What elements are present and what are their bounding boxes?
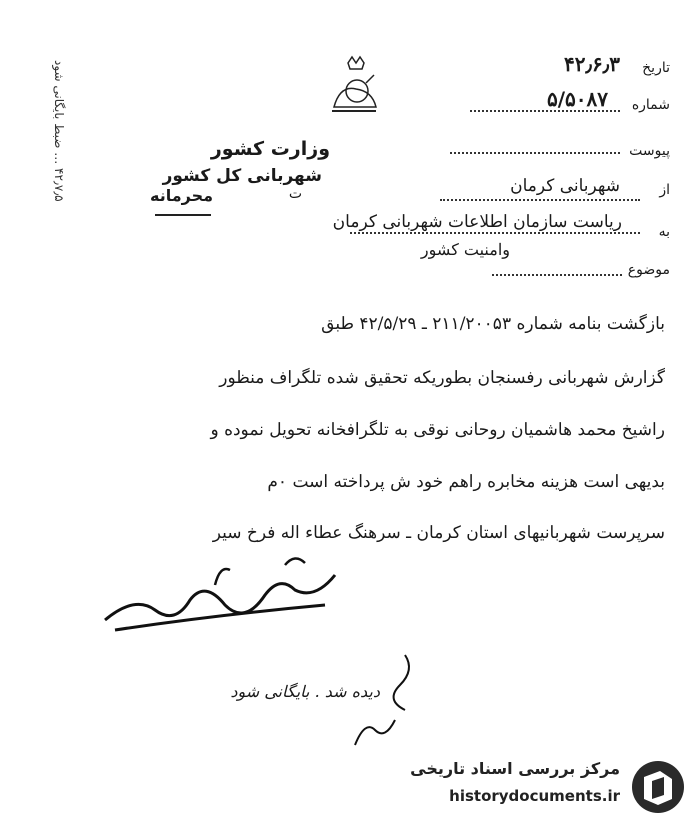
note-scribble	[345, 650, 425, 750]
date-label: تاریخ	[642, 60, 670, 76]
number-dotted-line	[470, 110, 620, 112]
classification-underline	[155, 214, 211, 216]
from-label: از	[659, 182, 670, 198]
archive-logo-icon	[630, 759, 686, 815]
police-department-title: شهربانی کل کشور	[162, 166, 322, 186]
archive-name: مرکز بررسی اسناد تاریخی	[410, 759, 620, 778]
attachment-label: پیوست	[629, 143, 670, 159]
attachment-dotted-line	[450, 152, 620, 154]
subject-dotted-line	[492, 274, 622, 276]
archive-website: historydocuments.ir	[449, 787, 620, 805]
to-value-line-2: وامنیت کشور	[420, 240, 510, 259]
body-line-4: بدیهی است هزینه مخابره راهم خود ش پرداخته است ۰م	[267, 472, 665, 492]
to-value-line-1: ریاست سازمان اطلاعات شهربانی کرمان	[332, 212, 622, 232]
lion-and-sun-emblem	[326, 55, 382, 117]
handwritten-note: دیده شد . بایگانی شود	[230, 682, 380, 701]
from-value: شهربانی کرمان	[510, 176, 620, 196]
body-line-3: راشیخ محمد هاشمیان روحانی نوقی به تلگرافخانه تحویل نموده و	[210, 420, 665, 440]
handwritten-signature	[95, 555, 345, 640]
number-value: ۵/۵۰۸۷	[546, 87, 608, 111]
number-label: شماره	[631, 97, 670, 113]
section-mark: ت	[288, 186, 302, 202]
from-dotted-line	[440, 199, 640, 201]
classification-label: محرمانه	[150, 186, 214, 205]
body-line-5: سرپرست شهربانیهای استان کرمان ـ سرهنگ عطاء اله فرخ سیر	[212, 523, 665, 543]
to-label: به	[658, 224, 670, 240]
ministry-title: وزارت کشور	[210, 138, 330, 160]
date-value: ۴۲٫۶٫۳	[564, 52, 620, 76]
to-dotted-line	[350, 232, 640, 234]
subject-label: موضوع	[627, 262, 670, 278]
body-line-2: گزارش شهربانی رفسنجان بطوریکه تحقیق شده تلگراف منظور	[219, 368, 665, 388]
archive-watermark	[410, 757, 690, 817]
body-line-1: بازگشت بنامه شماره ۲۱۱/۲۰۰۵۳ ـ ۴۲/۵/۲۹ طبق	[321, 314, 665, 334]
margin-note: ۴۲٫۷٫۵ … ضبط بایگانی شود	[52, 60, 66, 202]
